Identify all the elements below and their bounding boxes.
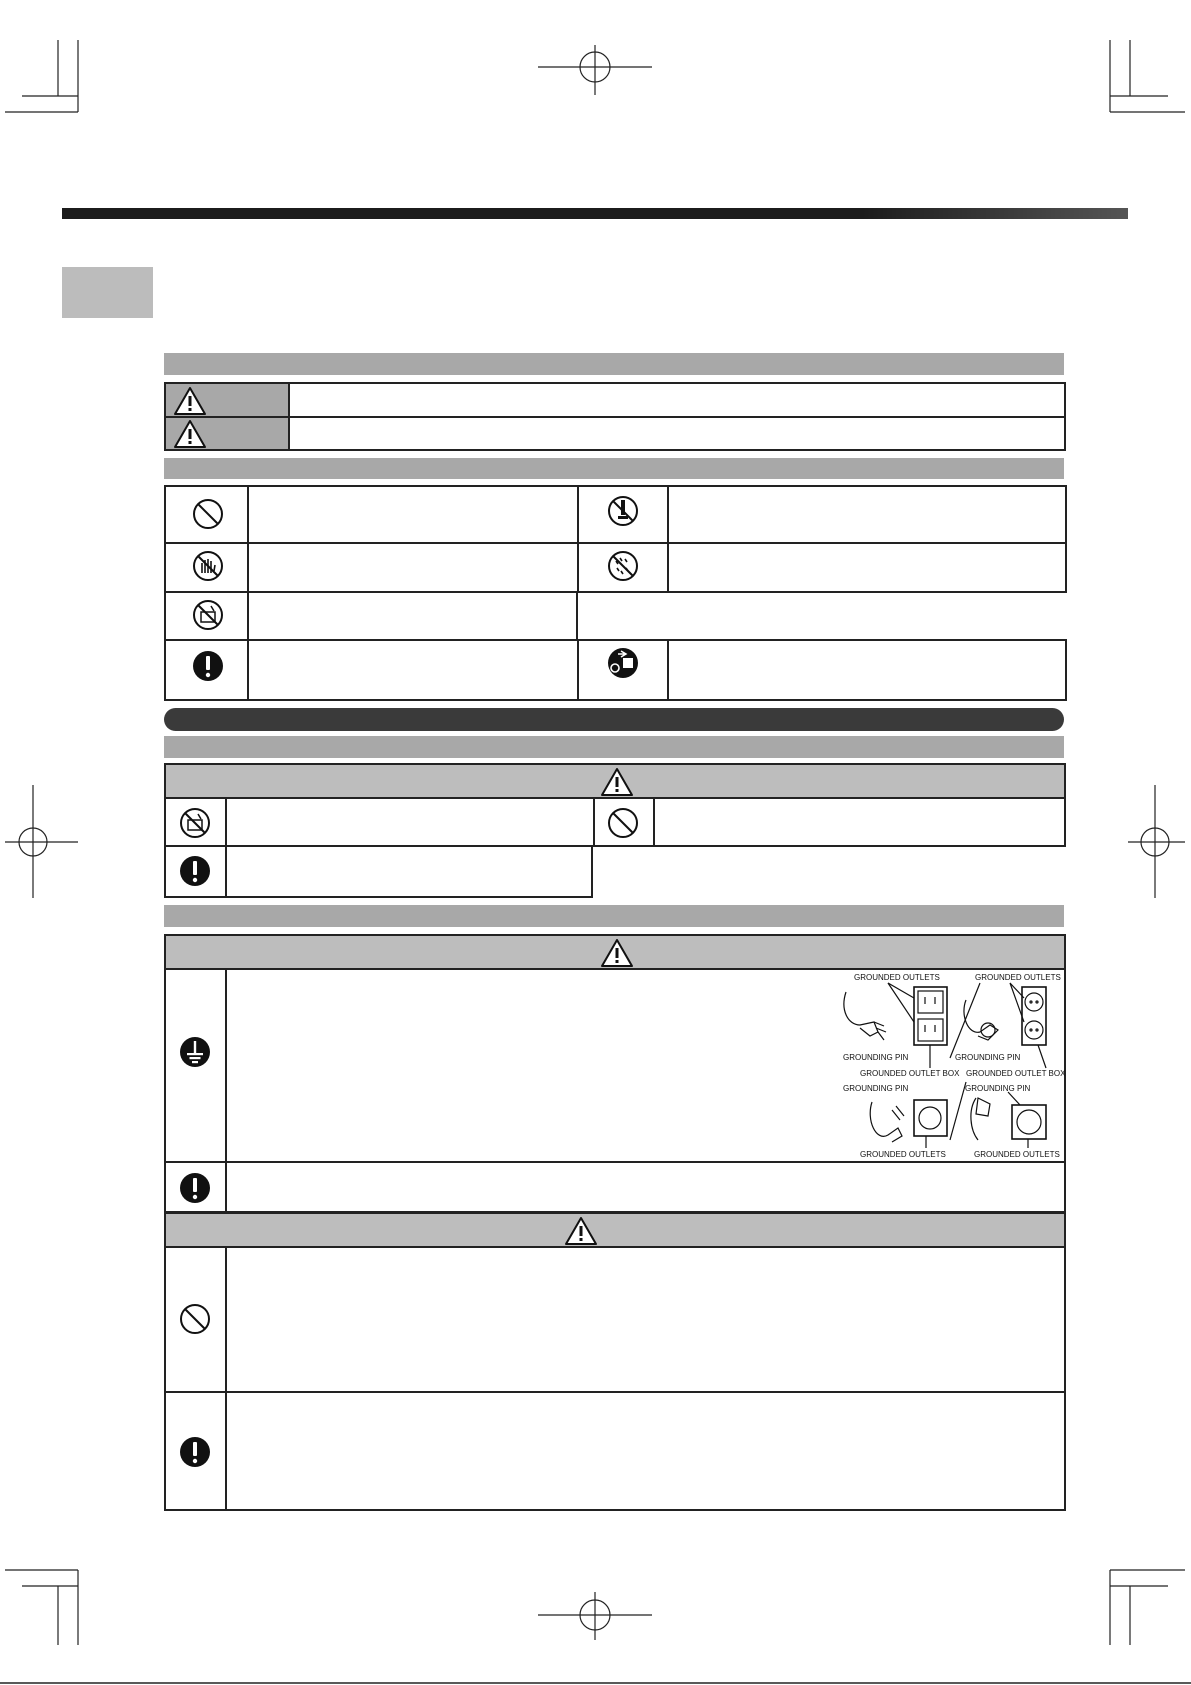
no-water-icon bbox=[606, 549, 640, 583]
section-band-1 bbox=[164, 353, 1064, 375]
label-grounding-pin-3: GROUNDING PIN bbox=[843, 1084, 909, 1093]
label-grounded-outlet-box-1: GROUNDED OUTLET BOX bbox=[860, 1069, 960, 1078]
grounding-row bbox=[164, 968, 1066, 1163]
warning-table-1-row-1 bbox=[164, 797, 1066, 847]
warning-triangle-icon bbox=[173, 386, 207, 416]
unplug-icon bbox=[606, 646, 640, 680]
exclamation-circle-icon bbox=[178, 854, 212, 888]
grounding-diagram bbox=[838, 970, 1064, 1160]
chapter-tab bbox=[62, 267, 153, 318]
label-grounding-pin-2: GROUNDING PIN bbox=[955, 1053, 1021, 1062]
warning-triangle-icon bbox=[564, 1216, 598, 1246]
warning-header-2 bbox=[164, 934, 1066, 970]
no-wet-hands-icon bbox=[191, 549, 225, 583]
label-grounded-outlets-3: GROUNDED OUTLETS bbox=[860, 1150, 946, 1159]
label-grounding-pin-1: GROUNDING PIN bbox=[843, 1053, 909, 1062]
do-not-disassemble-icon bbox=[606, 494, 640, 528]
section-band-4 bbox=[164, 905, 1064, 927]
prohibited-circle-icon bbox=[191, 497, 225, 531]
warning-table-1-row-2 bbox=[164, 845, 593, 898]
label-grounded-outlets-1: GROUNDED OUTLETS bbox=[854, 973, 940, 982]
warning-triangle-icon bbox=[600, 938, 634, 968]
header-rule bbox=[62, 208, 1128, 219]
section-band-3 bbox=[164, 736, 1064, 758]
exclamation-circle-icon bbox=[178, 1435, 212, 1469]
mandatory-row bbox=[164, 1161, 1066, 1213]
warning-triangle-icon bbox=[173, 419, 207, 449]
no-installation-location-icon bbox=[178, 806, 212, 840]
caution-header bbox=[164, 1212, 1066, 1248]
prohibited-circle-icon bbox=[606, 806, 640, 840]
signal-word-table bbox=[164, 382, 1066, 451]
symbol-table-row-3 bbox=[164, 591, 578, 641]
section-pill bbox=[164, 708, 1064, 731]
caution-row-1 bbox=[164, 1246, 1066, 1393]
ground-symbol-icon bbox=[178, 1035, 212, 1069]
symbol-table-row-1 bbox=[164, 485, 1067, 544]
warning-triangle-icon bbox=[600, 767, 634, 797]
warning-header-1 bbox=[164, 763, 1066, 799]
symbol-table-row-2 bbox=[164, 542, 1067, 593]
exclamation-circle-icon bbox=[191, 649, 225, 683]
prohibited-circle-icon bbox=[178, 1302, 212, 1336]
section-band-2 bbox=[164, 458, 1064, 479]
label-grounded-outlet-box-2: GROUNDED OUTLET BOX bbox=[966, 1069, 1066, 1078]
caution-row-2 bbox=[164, 1391, 1066, 1511]
label-grounded-outlets-4: GROUNDED OUTLETS bbox=[974, 1150, 1060, 1159]
no-installation-location-icon bbox=[191, 598, 225, 632]
label-grounding-pin-4: GROUNDING PIN bbox=[965, 1084, 1031, 1093]
label-grounded-outlets-2: GROUNDED OUTLETS bbox=[975, 973, 1061, 982]
symbol-table-row-4 bbox=[164, 639, 1067, 701]
exclamation-circle-icon bbox=[178, 1171, 212, 1205]
